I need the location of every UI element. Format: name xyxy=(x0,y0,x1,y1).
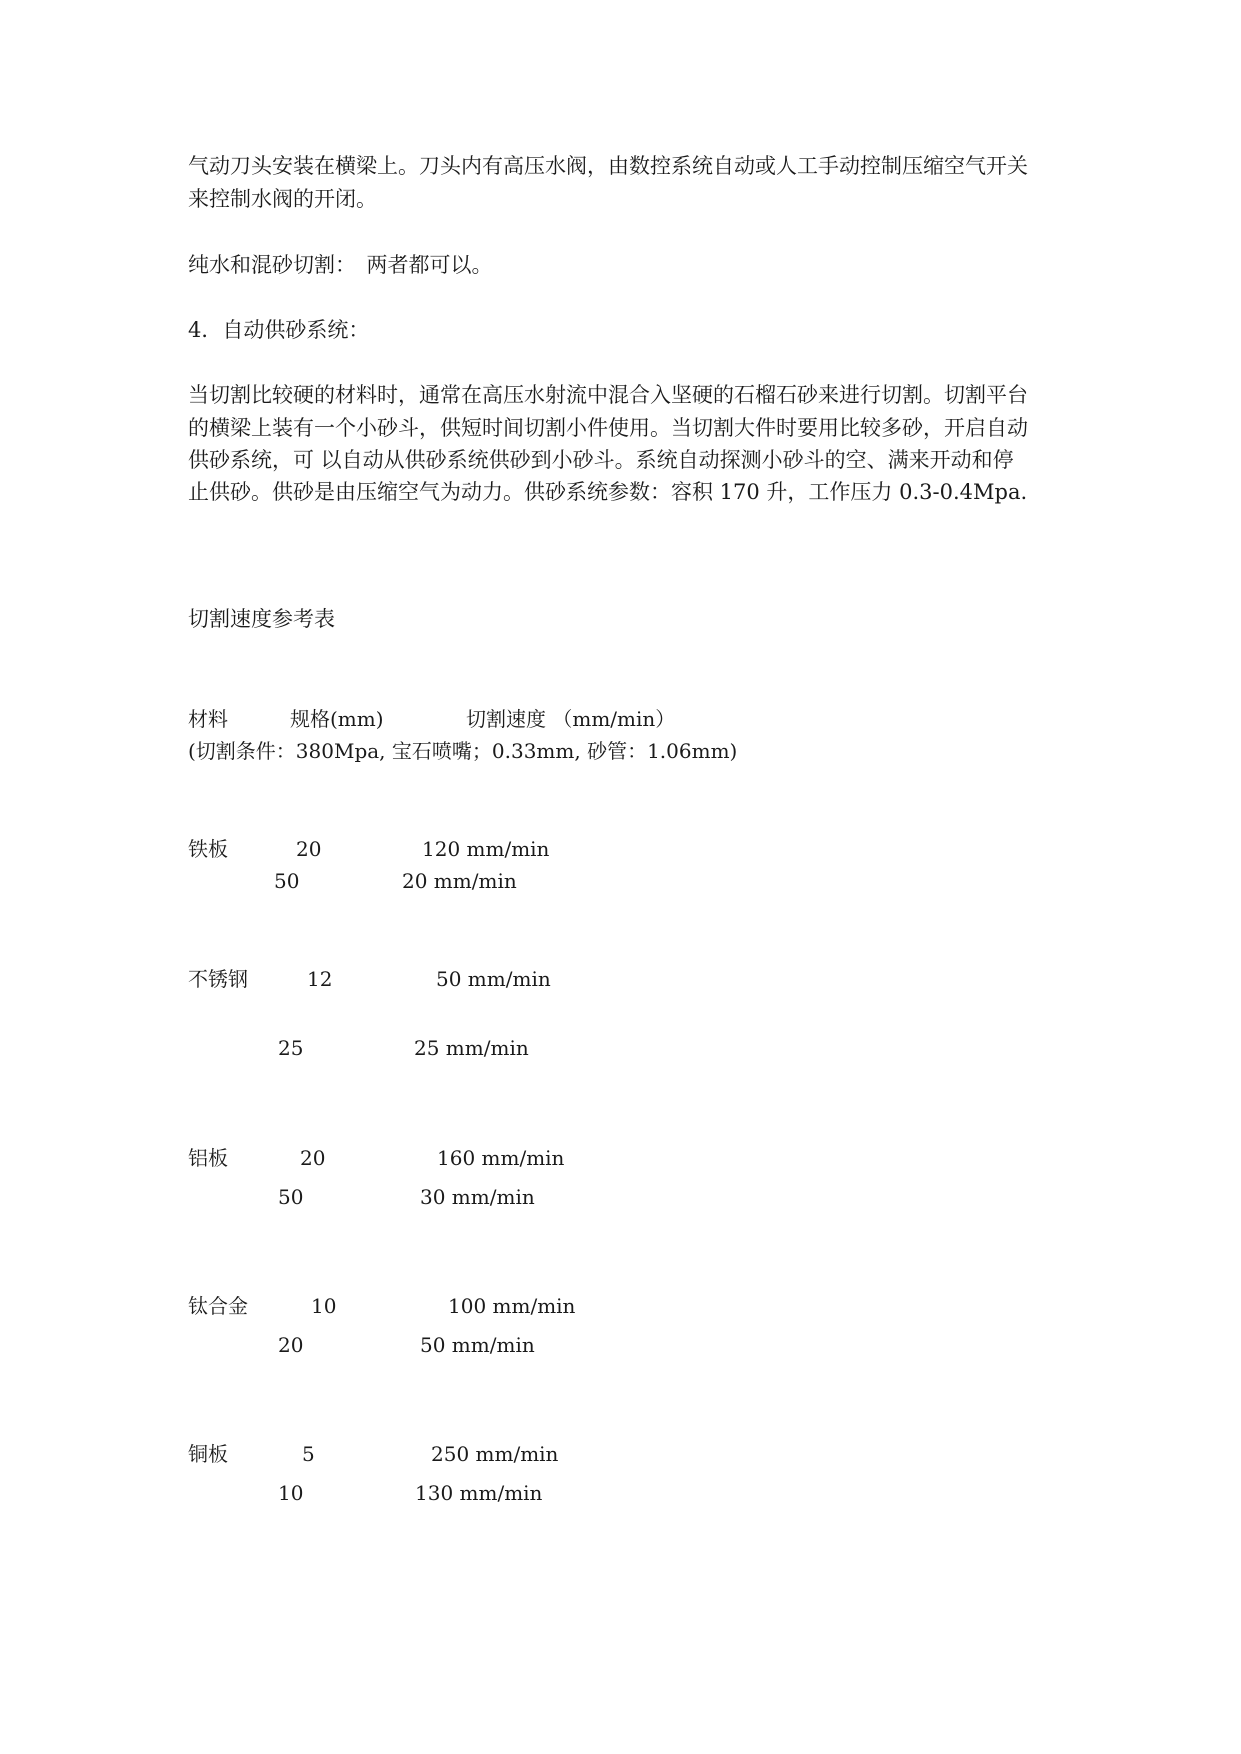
row-spec: 12 xyxy=(307,967,333,991)
row-material: 不锈钢 xyxy=(188,967,248,991)
row-spec: 20 xyxy=(300,1146,326,1170)
header-speed: 切割速度 （mm/min） xyxy=(466,707,676,731)
row-spec: 10 xyxy=(311,1294,337,1318)
header-spec: 规格(mm) xyxy=(290,707,384,731)
row-spec: 20 xyxy=(278,1333,304,1357)
row-material: 铝板 xyxy=(188,1146,228,1170)
row-speed: 20 mm/min xyxy=(402,869,517,893)
row-speed: 130 mm/min xyxy=(415,1481,543,1505)
row-speed: 50 mm/min xyxy=(436,967,551,991)
row-speed: 30 mm/min xyxy=(420,1185,535,1209)
row-spec: 50 xyxy=(274,869,300,893)
row-spec: 25 xyxy=(278,1036,304,1060)
row-material: 铁板 xyxy=(188,837,228,861)
row-spec: 5 xyxy=(302,1442,315,1466)
paragraph-2-line-3: 供砂系统，可 以自动从供砂系统供砂到小砂斗。系统自动探测小砂斗的空、满来开动和停 xyxy=(188,448,1014,472)
section-4-heading: 4．自动供砂系统： xyxy=(188,318,370,342)
row-speed: 120 mm/min xyxy=(422,837,550,861)
row-spec: 20 xyxy=(296,837,322,861)
row-speed: 25 mm/min xyxy=(414,1036,529,1060)
cutting-modes-text: 纯水和混砂切割： 两者都可以。 xyxy=(188,253,493,277)
row-speed: 50 mm/min xyxy=(420,1333,535,1357)
row-material: 钛合金 xyxy=(188,1294,248,1318)
row-spec: 10 xyxy=(278,1481,304,1505)
paragraph-2-line-4: 止供砂。供砂是由压缩空气为动力。供砂系统参数：容积 170 升，工作压力 0.3-0.4Mpa. xyxy=(188,480,1028,504)
table-title: 切割速度参考表 xyxy=(188,607,335,631)
row-material: 铜板 xyxy=(188,1442,228,1466)
paragraph-2-line-1: 当切割比较硬的材料时，通常在高压水射流中混合入坚硬的石榴石砂来进行切割。切割平台 xyxy=(188,383,1028,407)
row-speed: 250 mm/min xyxy=(431,1442,559,1466)
row-speed: 100 mm/min xyxy=(448,1294,576,1318)
cutting-conditions: (切割条件：380Mpa, 宝石喷嘴；0.33mm, 砂管：1.06mm) xyxy=(188,739,738,763)
paragraph-1-line-2: 来控制水阀的开闭。 xyxy=(188,187,377,211)
paragraph-2-line-2: 的横梁上装有一个小砂斗，供短时间切割小件使用。当切割大件时要用比较多砂，开启自动 xyxy=(188,416,1028,440)
paragraph-1-line-1: 气动刀头安装在横梁上。刀头内有高压水阀，由数控系统自动或人工手动控制压缩空气开关 xyxy=(188,154,1028,178)
row-spec: 50 xyxy=(278,1185,304,1209)
row-speed: 160 mm/min xyxy=(437,1146,565,1170)
header-material: 材料 xyxy=(188,707,228,731)
